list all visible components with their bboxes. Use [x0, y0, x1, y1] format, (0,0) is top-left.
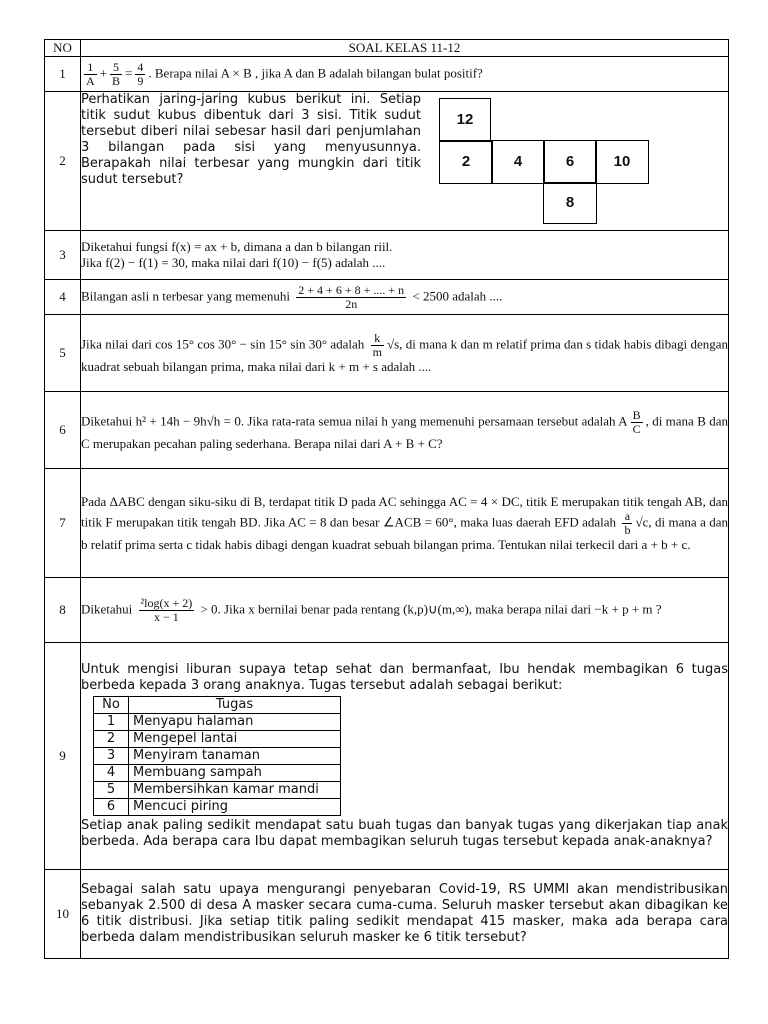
question-text-10: Sebagai salah satu upaya mengurangi penyebaran Covid-19, RS UMMI akan mendistribusikan sebanyak 2.500 di desa A masker secara cuma-cuma. Seluruh masker tersebut akan dibagikan ke 6 titik distribusi. Jika setiap titik paling sedikit mendapat 415 masker, maka ada berapa cara berbeda dalam mendistribusikan seluruh masker ke 6 titik tersebut? [81, 870, 729, 959]
fraction: $\frac{B}{C}$ [632, 407, 641, 436]
net-face: 2 [439, 140, 493, 184]
task-row: 6 Mencuci piring [94, 799, 341, 816]
question-text-1: $\frac{1}{A}$ + $\frac{5}{B}$ = $\frac{4}{9}$ . Berapa nilai A × B , jika A dan B adalah bilangan bulat positif? [81, 57, 729, 92]
question-text-3: Diketahui fungsi f(x) = ax + b, dimana a dan b bilangan riil. Jika f(2) − f(1) = 30, maka nilai dari f(10) − f(5) adalah .... [81, 231, 729, 280]
questions-table [44, 39, 729, 959]
question-text-4: Bilangan asli n terbesar yang memenuhi $\frac{2 + 4 + 6 + 8 + .... + n}{2n}$ < 2500 adalah .... [81, 280, 729, 315]
question-row-2 [45, 92, 729, 231]
question-number: 6 [45, 392, 81, 469]
question-number: 8 [45, 578, 81, 643]
question-number: 1 [45, 57, 81, 92]
fraction: $\frac{5}{B}$ [112, 59, 121, 88]
question-row-10 [45, 870, 729, 959]
question-row-4 [45, 280, 729, 315]
task-row: 5 Membersihkan kamar mandi [94, 782, 341, 799]
fraction: $\frac{a}{b}$ [624, 508, 631, 537]
task-row: 2 Mengepel lantai [94, 731, 341, 748]
task-table [93, 696, 341, 816]
question-number: 5 [45, 315, 81, 392]
task-table-header: No Tugas [94, 697, 341, 714]
fraction: $\frac{\text{²log(x + 2)}}{x - 1}$ [140, 595, 193, 624]
question-sheet [44, 39, 729, 959]
question-number: 7 [45, 469, 81, 578]
question-row-8 [45, 578, 729, 643]
question-row-5 [45, 315, 729, 392]
cube-net-diagram [439, 98, 699, 224]
question-number: 10 [45, 870, 81, 959]
question-text-8: Diketahui $\frac{\text{²log(x + 2)}}{x - 1}$ > 0. Jika x bernilai benar pada rentang (k,p)∪(m,∞), maka berapa nilai dari −k + p + m ? [81, 578, 729, 643]
question-row-6 [45, 392, 729, 469]
question-row-9 [45, 643, 729, 870]
fraction: $\frac{1}{A}$ [86, 59, 95, 88]
question-number: 4 [45, 280, 81, 315]
net-face: 8 [543, 182, 597, 224]
question-row-1 [45, 57, 729, 92]
task-row: 1 Menyapu halaman [94, 714, 341, 731]
question-number: 9 [45, 643, 81, 870]
question-number: 3 [45, 231, 81, 280]
task-row: 4 Membuang sampah [94, 765, 341, 782]
question-text-6: Diketahui h² + 14h − 9h√h = 0. Jika rata-rata semua nilai h yang memenuhi persamaan tersebut adalah A $\frac{B}{C}$ , di mana B dan C merupakan pecahan paling sederhana. Berapa nilai dari A + B + C? [81, 392, 729, 469]
question-text-2: Perhatikan jaring-jaring kubus berikut ini. Setiap titik sudut kubus dibentuk dari 3 sisi. Titik sudut tersebut diberi nilai sebesar hasil dari penjumlahan 3 bilangan pada sisi yang menyusunnya. Berapakah nilai terbesar yang mungkin dari titik sudut tersebut? 12 2 4 6 10 8 [81, 92, 729, 231]
fraction: $\frac{2 + 4 + 6 + 8 + .... + n}{2n}$ [298, 282, 405, 311]
task-row: 3 Menyiram tanaman [94, 748, 341, 765]
fraction: $\frac{k}{m}$ [372, 330, 382, 359]
fraction: $\frac{4}{9}$ [137, 59, 144, 88]
net-face: 4 [491, 140, 545, 184]
question-number: 2 [45, 92, 81, 231]
header-title: SOAL KELAS 11-12 [81, 40, 729, 57]
header-no: NO [45, 40, 81, 57]
header-row [45, 40, 729, 57]
net-face: 6 [543, 140, 597, 184]
question-text-9: Untuk mengisi liburan supaya tetap sehat dan bermanfaat, Ibu hendak membagikan 6 tugas berbeda kepada 3 orang anaknya. Tugas tersebut adalah sebagai berikut: No Tugas 1 Menyapu halaman 2 Mengepel lantai 3 Menyiram tanaman 4 Membuang sampah 5 Membersihkan kamar mandi 6 Mencuci piring Setiap anak paling sedikit mendapat satu buah tugas dan banyak tugas yang dikerjakan tiap anak berbeda. Ada berapa cara Ibu dapat membagikan seluruh tugas tersebut kepada anak-anaknya? [81, 643, 729, 870]
question-text-7: Pada ΔABC dengan siku-siku di B, terdapat titik D pada AC sehingga AC = 4 × DC, titik E merupakan titik tengah AB, dan titik F merupakan titik tengah BD. Jika AC = 8 dan besar ∠ACB = 60°, maka luas daerah EFD adalah $\frac{a}{b}$ √c, di mana a dan b relatif prima serta c tidak habis dibagi dengan kuadrat sebuah bilangan prima. Tentukan nilai terkecil dari a + b + c. [81, 469, 729, 578]
net-face: 12 [439, 98, 491, 142]
question-row-7 [45, 469, 729, 578]
question-row-3 [45, 231, 729, 280]
question-text-5: Jika nilai dari cos 15° cos 30° − sin 15° sin 30° adalah $\frac{k}{m}$ √s, di mana k dan m relatif prima dan s tidak habis dibagi dengan kuadrat sebuah bilangan prima, maka nilai dari k + m + s adalah .... [81, 315, 729, 392]
net-face: 10 [595, 140, 649, 184]
